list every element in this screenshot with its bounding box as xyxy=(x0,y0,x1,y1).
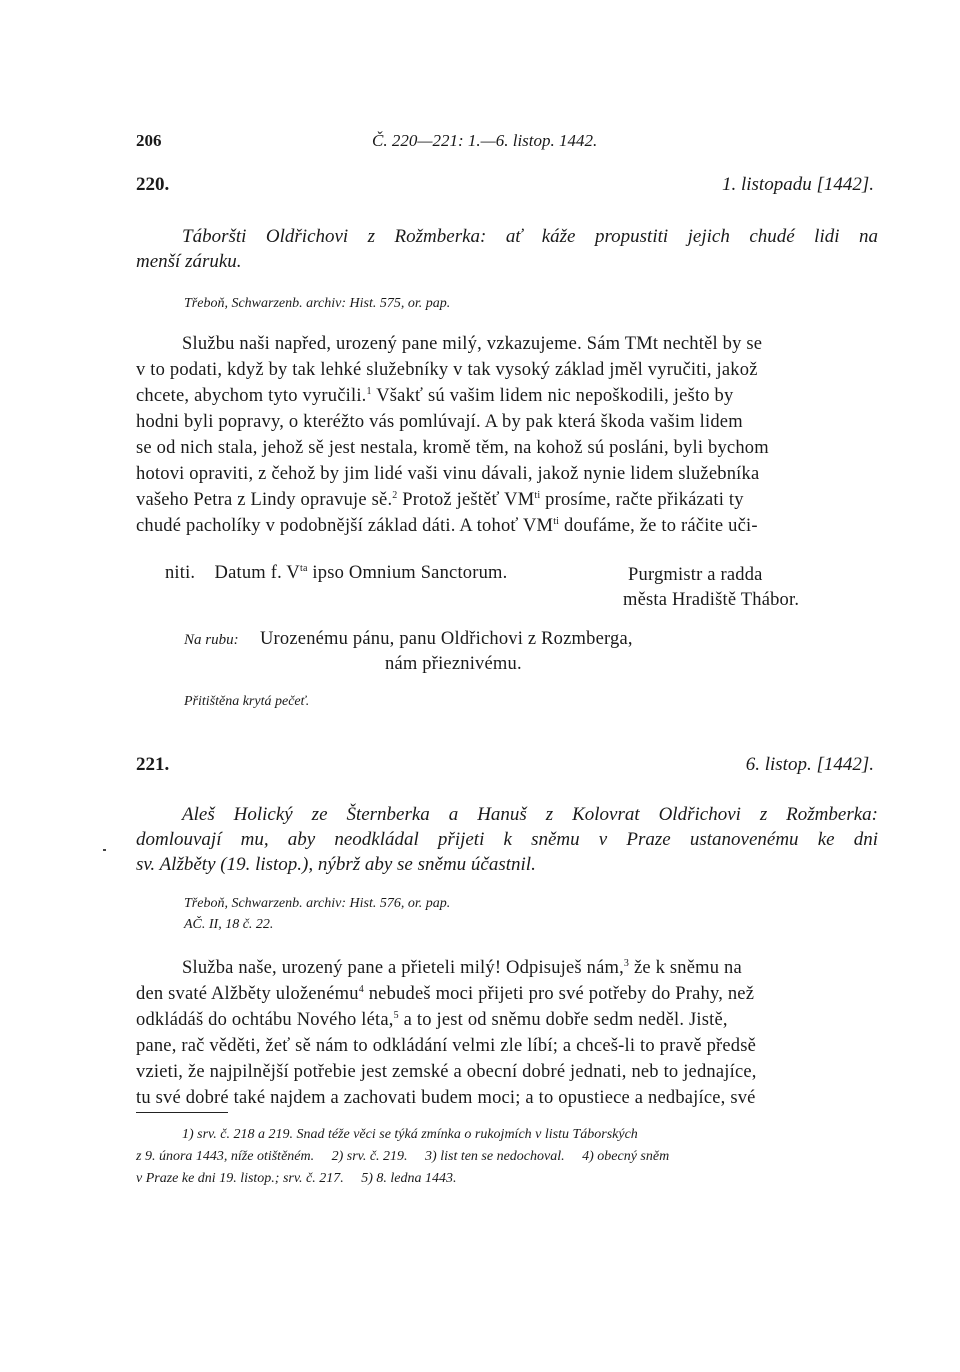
signature-line-2: města Hradiště Thábor. xyxy=(623,590,800,610)
page-number: 206 xyxy=(136,131,162,150)
margin-mark xyxy=(103,849,106,851)
doc-220-line: v to podati, když by tak lehké služebníky v tak vysoký základ jměl vyručiti, jakož xyxy=(136,360,758,380)
doc-220-regest-line-2: menší záruku. xyxy=(136,251,242,272)
footnote-ref: 3 xyxy=(623,957,630,969)
doc-221-regest-line-2: domlouvají mu, aby neodkládal přijeti k sněmu v Praze ustanovenému ke dni xyxy=(136,829,878,850)
running-title: Č. 220—221: 1.—6. listop. 1442. xyxy=(372,131,598,150)
doc-221-line: odkládáš do ochtábu Nového léta,$^5$ a to jest od sněmu dobře sedm neděl. Jistě, xyxy=(136,1009,728,1030)
doc-220-line: chudé pacholíky v podobnější základ dáti. A tohoť $VM^{ti}$ doufáme, že to ráčite uči- xyxy=(136,515,758,536)
signature-line-1: Purgmistr a radda xyxy=(628,565,763,585)
doc-220-line: hotovi opraviti, z čehož by jim lidé vaši vinu dávali, jakož nynie lidem služebníka xyxy=(136,464,760,484)
seal-note: Přitištěna krytá pečeť. xyxy=(184,694,310,709)
doc-221-source-1: Třeboň, Schwarzenb. archiv: Hist. 576, or. pap. xyxy=(184,896,451,911)
doc-220-regest-line-1: Táboršti Oldřichovi z Rožmberka: ať káže propustiti jejich chudé lidi na xyxy=(182,226,878,247)
footnote-line-2: z 9. února 1443, níže otištěném. 2) srv. č. 219. 3) list ten se nedochoval. 4) obecný sněm xyxy=(136,1149,670,1164)
doc-220-line: vašeho Petra z Lindy opravuje sě.$^2$ Protož ještěť $VM^{ti}$ prosíme, račte přikázati ty xyxy=(136,489,744,510)
doc-221-line: pane, rač věděti, žeť sě nám to odkládání velmi zle líbí; a chceš-li to pravě předsě xyxy=(136,1036,757,1056)
doc-220-source: Třeboň, Schwarzenb. archiv: Hist. 575, or. pap. xyxy=(184,296,451,311)
abbrev-sup: ti xyxy=(534,489,541,501)
doc-221-regest-line-3: sv. Alžběty (19. listop.), nýbrž aby se sněmu účastnil. xyxy=(136,854,536,875)
doc-221-line: tu své dobré také najdem a zachovati budem moci; a to opustiece a nedbajíce, své xyxy=(136,1088,756,1108)
dorse-address-line-2: nám přieznivému. xyxy=(385,654,522,674)
doc-221-source-2: AČ. II, 18 č. 22. xyxy=(184,917,274,932)
footnote-rule xyxy=(136,1112,228,1113)
doc-221-line: den svaté Alžběty uloženému$^4$ nebudeš moci přijeti pro své potřeby do Prahy, než xyxy=(136,983,755,1004)
doc-221-date: 6. listop. [1442]. xyxy=(745,754,874,775)
footnote-ref: 2 xyxy=(392,489,398,501)
footnote-ref: 1 xyxy=(366,385,372,397)
doc-221-line: vzieti, že najpilnější potřebie jest zemské a obecní dobré jednati, neb to jednajíce, xyxy=(136,1062,757,1082)
doc-221-line: Služba naše, urozený pane a přieteli milý! Odpisuješ nám,$^3$ že k sněmu na xyxy=(182,957,742,978)
doc-220-number: 220. xyxy=(136,174,170,195)
dorse-label: Na rubu: xyxy=(184,632,239,648)
doc-220-line: niti. Datum f. $V^{ta}$ ipso Omnium Sanctorum. xyxy=(164,562,508,583)
doc-221-regest-line-1: Aleš Holický ze Šternberka a Hanuš z Kolovrat Oldřichovi z Rožmberka: xyxy=(182,804,878,825)
footnote-ref: 5 xyxy=(393,1009,399,1021)
footnote-ref: 4 xyxy=(358,983,364,995)
doc-220-line: Službu naši napřed, urozený pane milý, vzkazujeme. Sám TMt nechtěl by se xyxy=(182,334,763,354)
dorse-address-line-1: Urozenému pánu, panu Oldřichovi z Rozmberga, xyxy=(260,629,633,649)
footnote-line-1: 1) srv. č. 218 a 219. Snad téže věci se týká zmínka o rukojmích v listu Táborských xyxy=(182,1127,638,1142)
doc-220-date: 1. listopadu [1442]. xyxy=(721,174,874,195)
abbrev-sup: ta xyxy=(299,562,308,574)
footnote-line-3: v Praze ke dni 19. listop.; srv. č. 217. 5) 8. ledna 1443. xyxy=(136,1171,457,1186)
doc-220-line: se od nich stala, jehož sě jest nestala, kromě těm, na kohož sú posláni, byli bychom xyxy=(136,438,769,458)
doc-220-line: hodni byli popravy, o kteréžto vás pomlúvají. A by pak která škoda vašim lidem xyxy=(136,412,743,432)
doc-220-line: chcete, abychom tyto vyručili.$^1$ Všakť sú vašim lidem nic nepoškodili, ješto by xyxy=(136,385,734,406)
abbrev-sup: ti xyxy=(553,515,560,527)
doc-221-number: 221. xyxy=(136,754,170,775)
